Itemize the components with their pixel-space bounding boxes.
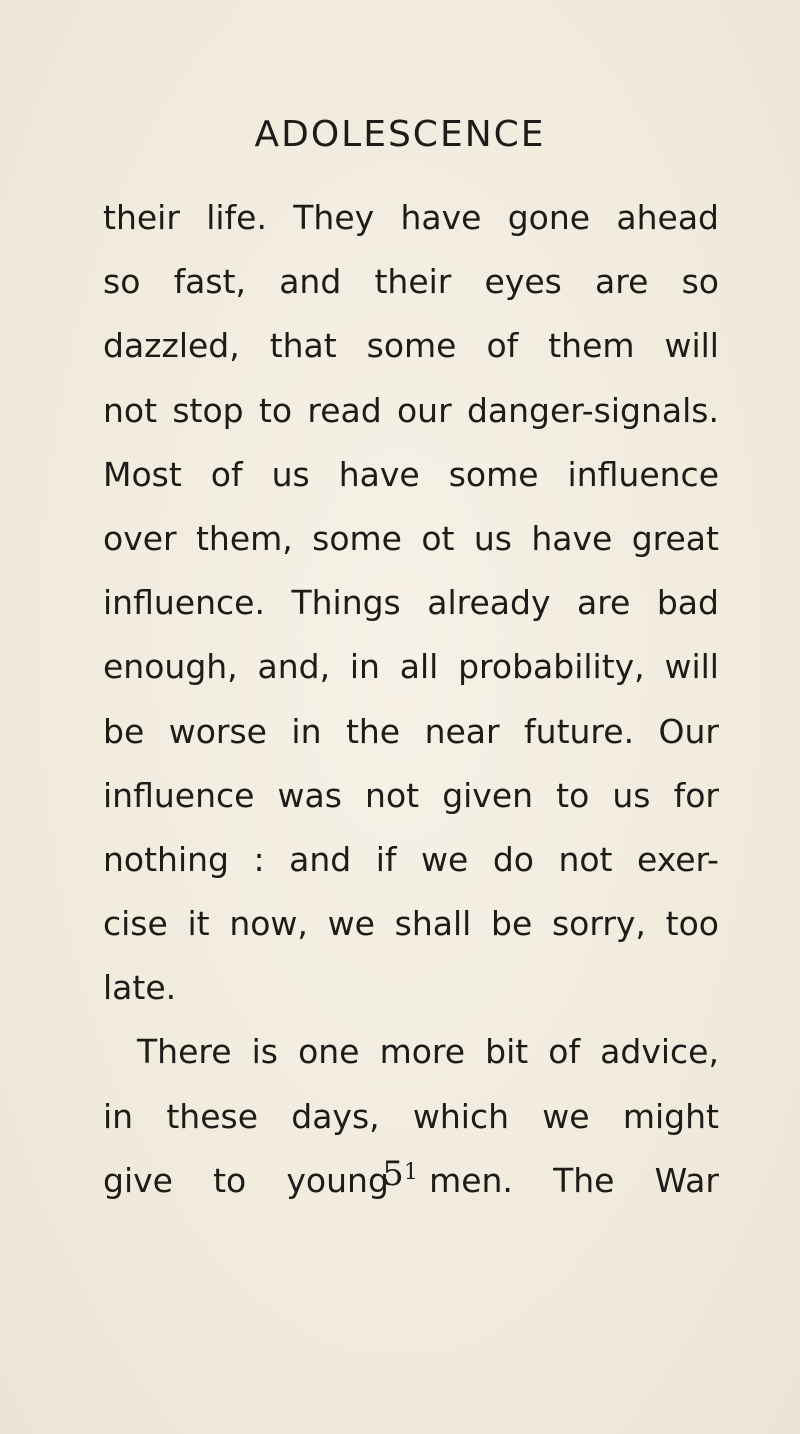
word: so	[103, 262, 141, 302]
text-line	[103, 1085, 719, 1149]
word: have	[338, 454, 420, 494]
word: our	[396, 390, 452, 430]
word: cise	[103, 904, 168, 944]
text-line	[103, 250, 719, 314]
word: days,	[291, 1096, 380, 1136]
word: and,	[257, 647, 331, 687]
word: be	[491, 904, 533, 944]
text-line-paragraph-end	[103, 956, 719, 1020]
word: enough,	[103, 647, 238, 687]
text-line	[103, 443, 719, 507]
text-line	[103, 507, 719, 571]
word: War	[654, 1160, 719, 1200]
word: late.	[103, 968, 177, 1008]
word: The	[553, 1160, 615, 1200]
word: worse	[168, 711, 267, 751]
word: bad	[656, 583, 719, 623]
word: some	[448, 454, 539, 494]
word: Things	[291, 583, 401, 623]
word: will	[664, 647, 719, 687]
word: some	[366, 326, 457, 366]
word: them	[548, 326, 635, 366]
word: already	[427, 583, 551, 623]
word: not	[103, 390, 158, 430]
word: life.	[206, 198, 267, 237]
word: us	[271, 454, 310, 494]
word: us	[612, 775, 651, 815]
word: Our	[658, 711, 719, 751]
word: influence	[567, 454, 719, 494]
word: too	[665, 904, 719, 944]
word: all	[399, 647, 439, 687]
word: their	[374, 262, 452, 302]
word: in	[103, 1096, 134, 1136]
word: bit	[485, 1032, 529, 1072]
word: be	[103, 711, 145, 751]
word: are	[576, 583, 631, 623]
word: great	[631, 518, 719, 558]
word: will	[664, 326, 719, 366]
text-line	[103, 314, 719, 378]
word: danger-signals.	[466, 390, 719, 430]
word: given	[442, 775, 534, 815]
word: They	[293, 198, 375, 237]
word: was	[277, 775, 342, 815]
word: not	[365, 775, 420, 815]
word: do	[492, 839, 534, 879]
word: eyes	[484, 262, 562, 302]
word: near	[424, 711, 500, 751]
text-line	[103, 635, 719, 699]
word: not	[558, 839, 613, 879]
body-text	[103, 186, 719, 1213]
word: ot	[421, 518, 455, 558]
word: if	[375, 839, 397, 879]
word: young	[286, 1160, 389, 1200]
word: There	[137, 1032, 232, 1072]
word: in	[291, 711, 322, 751]
word: read	[307, 390, 382, 430]
word: probability,	[458, 647, 645, 687]
word: of	[486, 326, 519, 366]
word: shall	[394, 904, 472, 944]
word: which	[412, 1096, 510, 1136]
word: it	[187, 904, 210, 944]
word: is	[251, 1032, 278, 1072]
word: in	[349, 647, 380, 687]
word: nothing	[103, 839, 229, 879]
word: and	[279, 262, 342, 302]
word: of	[210, 454, 243, 494]
word: them,	[195, 518, 293, 558]
word: sorry,	[551, 904, 646, 944]
word: that	[269, 326, 337, 366]
word: these	[166, 1096, 258, 1136]
word: now,	[229, 904, 308, 944]
text-line-paragraph-start	[103, 1020, 719, 1084]
word: to	[556, 775, 590, 815]
text-line	[103, 379, 719, 443]
word: for	[673, 775, 719, 815]
text-line	[103, 186, 719, 250]
word: gone	[507, 198, 591, 237]
word: we	[421, 839, 469, 879]
word: advice,	[600, 1032, 719, 1072]
running-head: ADOLESCENCE	[254, 114, 546, 155]
word: are	[595, 262, 649, 302]
word: :	[253, 839, 265, 879]
text-line	[103, 764, 719, 828]
page-number	[0, 1154, 800, 1194]
word: Most	[103, 454, 182, 494]
word: the	[345, 711, 401, 751]
word: and	[289, 839, 352, 879]
word: have	[531, 518, 613, 558]
word: we	[327, 904, 375, 944]
word: over	[103, 518, 177, 558]
word: to	[258, 390, 293, 430]
word: have	[400, 198, 482, 237]
word: more	[379, 1032, 466, 1072]
word: we	[542, 1096, 590, 1136]
word: exer-	[637, 839, 719, 879]
page-number-text: $5_1$	[382, 1154, 418, 1194]
word: future.	[524, 711, 635, 751]
word: might	[622, 1096, 719, 1136]
text-line	[103, 828, 719, 892]
text-line	[103, 892, 719, 956]
word: give	[103, 1160, 173, 1200]
word: so	[681, 262, 719, 302]
word: influence.	[103, 583, 265, 623]
word: stop	[172, 390, 244, 430]
word: us	[473, 518, 512, 558]
word: fast,	[173, 262, 247, 302]
word: dazzled,	[103, 326, 240, 366]
word: some	[312, 518, 402, 558]
word: one	[298, 1032, 360, 1072]
word: men.	[429, 1160, 513, 1200]
word: their	[103, 198, 180, 237]
text-line	[103, 700, 719, 764]
text-line	[103, 571, 719, 635]
word: ahead	[616, 198, 719, 237]
word: influence	[103, 775, 255, 815]
word: to	[213, 1160, 247, 1200]
word: of	[548, 1032, 581, 1072]
